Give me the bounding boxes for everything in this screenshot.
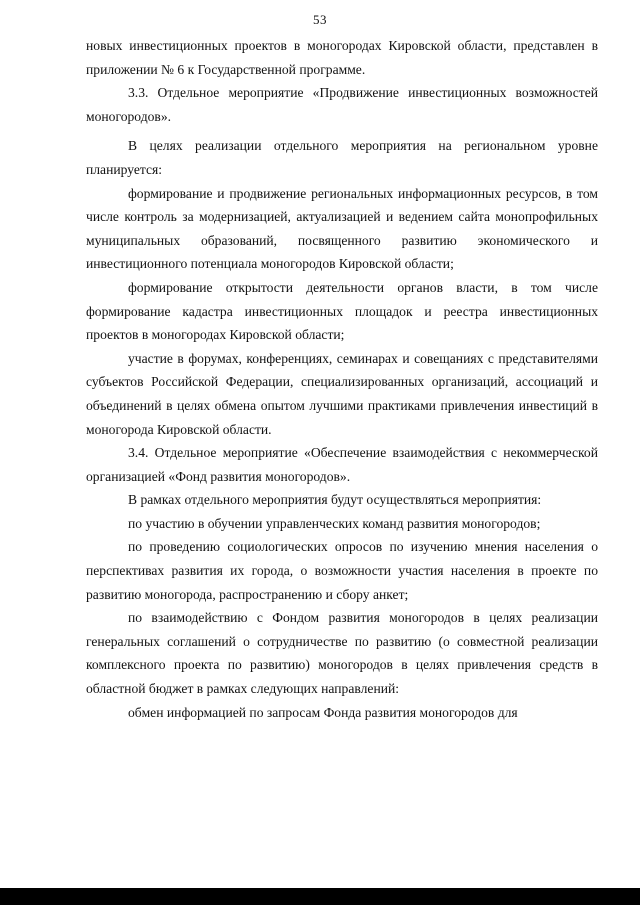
paragraph-intro-continuation: новых инвестиционных проектов в моногородах Кировской области, представлен в приложении № 6 к Государственной программе. xyxy=(86,38,598,77)
section-heading-3-3: 3.3. Отдельное мероприятие «Продвижение инвестиционных возможностей моногородов». xyxy=(86,85,598,124)
list-item-forums: участие в форумах, конференциях, семинарах и совещаниях с представителями субъектов Российской Федерации, специализированных организаций, ассоциаций и объединений в целях обмена опытом лучшими практиками привлечения инвестиций в моногорода Кировской области. xyxy=(86,350,598,437)
list-item-training: по участию в обучении управленческих команд развития моногородов; xyxy=(128,515,541,531)
list-item-openness: формирование открытости деятельности органов власти, в том числе формирование кадастра инвестиционных площадок и реестра инвестиционных проектов в моногородах Кировской области; xyxy=(86,279,598,343)
list-item-surveys: по проведению социологических опросов по изучению мнения населения о перспективах развития их города, о возможности участия населения в проекте по развитию моногорода, распространению и сбору анкет; xyxy=(86,539,598,602)
paragraph-regional-plan: В целях реализации отдельного мероприятия на региональном уровне планируется: xyxy=(86,138,598,177)
section-heading-3-4: 3.4. Отдельное мероприятие «Обеспечение взаимодействия с некоммерческой организацией «Фонд развития моногородов». xyxy=(86,445,598,484)
page-number: 53 xyxy=(313,12,327,27)
list-item-fund-interaction: по взаимодействию с Фондом развития моногородов в целях реализации генеральных соглашений о сотрудничестве по развитию (о совместной реализации комплексного проекта по развитию) моногородов в целях привлечения средств в областной бюджет в рамках следующих направлений: xyxy=(86,610,598,697)
list-item-info-resources: формирование и продвижение региональных информационных ресурсов, в том числе контроль за модернизацией, актуализацией и ведением сайта монопрофильных муниципальных образований, посвященного развитию экономического и инвестиционного потенциала моногородов Кировской области; xyxy=(86,185,598,272)
scan-bottom-edge xyxy=(0,888,640,905)
list-item-info-exchange: обмен информацией по запросам Фонда развития моногородов для xyxy=(128,704,518,720)
paragraph-activities-intro: В рамках отдельного мероприятия будут осуществляться мероприятия: xyxy=(128,492,542,508)
document-body xyxy=(86,34,598,724)
